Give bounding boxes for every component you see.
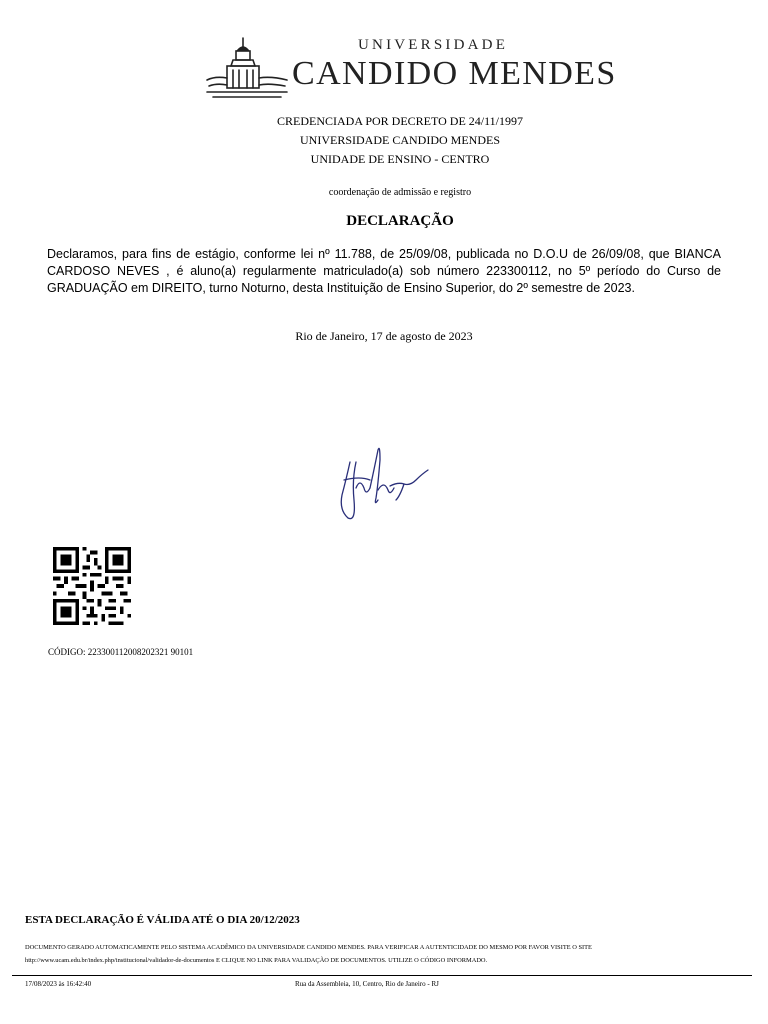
auto-generated-notice xyxy=(25,941,745,967)
signature-image xyxy=(330,440,440,525)
footer-address: Rua da Assembleia, 10, Centro, Rio de Janeiro - RJ xyxy=(295,980,439,988)
accreditation-line: CREDENCIADA POR DECRETO DE 24/11/1997 xyxy=(276,114,523,128)
coordination-label: coordenação de admissão e registro xyxy=(328,187,472,198)
university-logo-icon xyxy=(205,36,289,102)
university-name-line: UNIVERSIDADE CANDIDO MENDES xyxy=(300,133,500,147)
university-name-small: UNIVERSIDADE xyxy=(358,37,509,53)
declaration-body: Declaramos, para fins de estágio, conforme lei nº 11.788, de 25/09/08, publicada no D.O.U de 26/09/08, que BIANCA CARDOSO NEVES , é aluno(a) regularmente matriculado(a) sob número 223300112, no 5º período do Curso de GRADUAÇÃO em DIREITO, turno Noturno, desta Instituição de Ensino Superior, do 2º semestre de 2023. xyxy=(47,247,721,295)
university-name-large: CANDIDO MENDES xyxy=(292,55,617,92)
accreditation-block xyxy=(0,112,768,169)
unit-line: UNIDADE DE ENSINO - CENTRO xyxy=(310,152,490,166)
footer-datetime: 17/08/2023 às 16:42:40 xyxy=(25,980,92,988)
validation-code: CÓDIGO: 223300112008202321 90101 xyxy=(48,647,194,657)
validation-url-line[interactable]: http://www.ucam.edu.br/index.php/institucional/validador-de-documentos E CLIQUE NO LINK PARA VALIDAÇÃO DE DOCUMENTOS. UTILIZE O CÓDIGO INFORMADO. xyxy=(25,957,488,964)
place-date: Rio de Janeiro, 17 de agosto de 2023 xyxy=(295,329,473,343)
auto-generated-line-1: DOCUMENTO GERADO AUTOMATICAMENTE PELO SISTEMA ACADÊMICO DA UNIVERSIDADE CANDIDO MENDES. PARA VERIFICAR A AUTENTICIDADE DO MESMO POR FAVOR VISITE O SITE xyxy=(25,944,592,951)
validity-notice: ESTA DECLARAÇÃO É VÁLIDA ATÉ O DIA 20/12/2023 xyxy=(25,914,300,926)
document-title: DECLARAÇÃO xyxy=(346,213,454,229)
footer-divider xyxy=(12,975,752,976)
qr-code-icon[interactable] xyxy=(50,547,134,625)
